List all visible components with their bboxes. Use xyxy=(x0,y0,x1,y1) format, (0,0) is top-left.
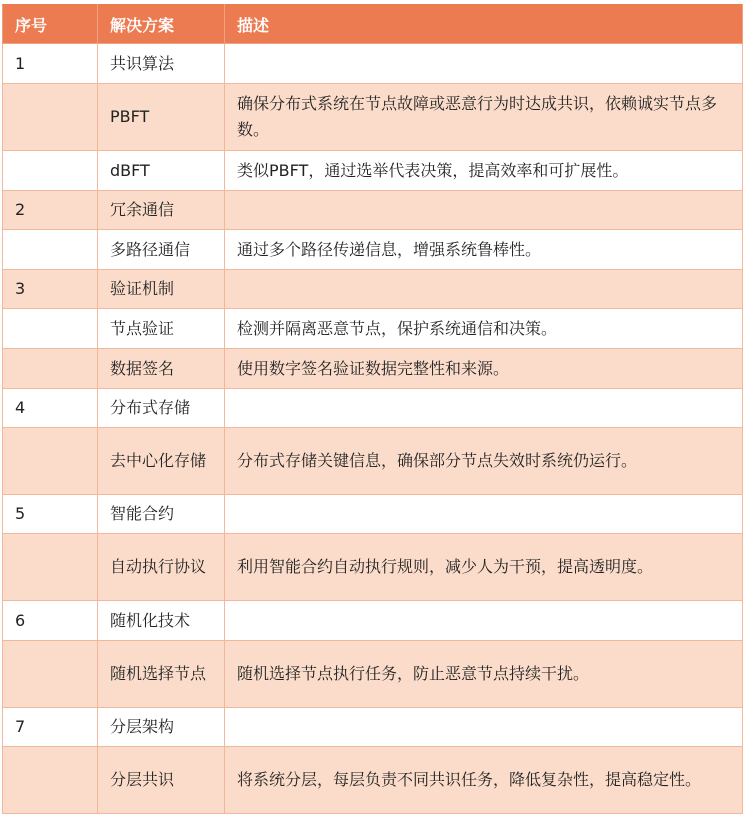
table-row xyxy=(3,747,743,814)
cell-index: 5 xyxy=(3,495,98,534)
cell-description xyxy=(225,191,743,230)
table-row xyxy=(3,534,743,601)
cell-solution: 自动执行协议 xyxy=(98,534,225,601)
cell-description: 分布式存储关键信息，确保部分节点失效时系统仍运行。 xyxy=(225,428,743,495)
cell-index xyxy=(3,151,98,191)
cell-index: 3 xyxy=(3,270,98,309)
table-row xyxy=(3,641,743,708)
cell-description: 确保分布式系统在节点故障或恶意行为时达成共识，依赖诚实节点多数。 xyxy=(225,84,743,151)
cell-index: 6 xyxy=(3,601,98,641)
cell-solution: 多路径通信 xyxy=(98,230,225,270)
cell-solution: 去中心化存储 xyxy=(98,428,225,495)
cell-index: 1 xyxy=(3,44,98,84)
cell-description: 检测并隔离恶意节点，保护系统通信和决策。 xyxy=(225,309,743,349)
cell-index xyxy=(3,747,98,814)
table-header-row xyxy=(3,5,743,44)
cell-solution: 验证机制 xyxy=(98,270,225,309)
table-row xyxy=(3,191,743,230)
cell-solution: 共识算法 xyxy=(98,44,225,84)
cell-description xyxy=(225,44,743,84)
table-row xyxy=(3,708,743,747)
cell-solution: 数据签名 xyxy=(98,349,225,389)
table-row xyxy=(3,230,743,270)
cell-description: 类似PBFT，通过选举代表决策，提高效率和可扩展性。 xyxy=(225,151,743,191)
cell-index: 2 xyxy=(3,191,98,230)
header-solution: 解决方案 xyxy=(98,5,225,44)
table-row xyxy=(3,428,743,495)
cell-solution: PBFT xyxy=(98,84,225,151)
table-row xyxy=(3,349,743,389)
header-description: 描述 xyxy=(225,5,743,44)
cell-description: 利用智能合约自动执行规则，减少人为干预，提高透明度。 xyxy=(225,534,743,601)
cell-description: 使用数字签名验证数据完整性和来源。 xyxy=(225,349,743,389)
cell-index: 4 xyxy=(3,389,98,428)
cell-description: 将系统分层，每层负责不同共识任务，降低复杂性，提高稳定性。 xyxy=(225,747,743,814)
table-row xyxy=(3,44,743,84)
cell-solution: 分层架构 xyxy=(98,708,225,747)
table-row xyxy=(3,270,743,309)
cell-description: 随机选择节点执行任务，防止恶意节点持续干扰。 xyxy=(225,641,743,708)
table-row xyxy=(3,389,743,428)
cell-index xyxy=(3,84,98,151)
cell-solution: 分布式存储 xyxy=(98,389,225,428)
cell-solution: 冗余通信 xyxy=(98,191,225,230)
cell-solution: 随机选择节点 xyxy=(98,641,225,708)
cell-index xyxy=(3,349,98,389)
header-index: 序号 xyxy=(3,5,98,44)
cell-solution: 智能合约 xyxy=(98,495,225,534)
cell-description: 通过多个路径传递信息，增强系统鲁棒性。 xyxy=(225,230,743,270)
cell-description xyxy=(225,708,743,747)
cell-description xyxy=(225,270,743,309)
cell-solution: 随机化技术 xyxy=(98,601,225,641)
cell-index xyxy=(3,309,98,349)
solutions-table xyxy=(2,4,743,814)
cell-index xyxy=(3,641,98,708)
cell-solution: 分层共识 xyxy=(98,747,225,814)
cell-description xyxy=(225,495,743,534)
cell-description xyxy=(225,601,743,641)
table-row xyxy=(3,601,743,641)
cell-index: 7 xyxy=(3,708,98,747)
cell-index xyxy=(3,428,98,495)
table-row xyxy=(3,309,743,349)
cell-solution: dBFT xyxy=(98,151,225,191)
table-row xyxy=(3,151,743,191)
table-row xyxy=(3,84,743,151)
cell-solution: 节点验证 xyxy=(98,309,225,349)
cell-index xyxy=(3,534,98,601)
cell-index xyxy=(3,230,98,270)
cell-description xyxy=(225,389,743,428)
table-row xyxy=(3,495,743,534)
